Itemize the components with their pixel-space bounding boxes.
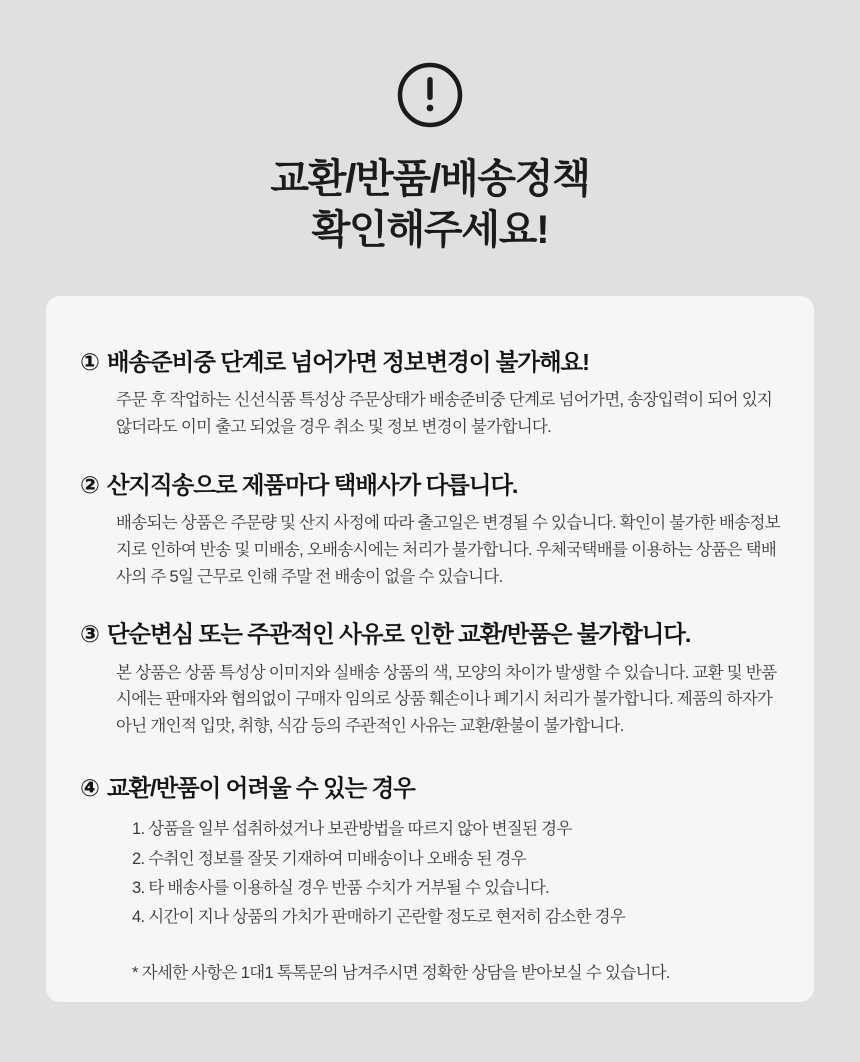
policy-section-1-number: ① [80,349,99,375]
policy-section-2-number: ② [80,471,99,498]
list-item: 4. 시간이 지나 상품의 가치가 판매하기 곤란할 정도로 현저히 감소한 경우 [132,908,626,927]
policy-section-2-body-text: 배송되는 상품은 주문량 및 산지 사정에 따라 출고일은 변경될 수 있습니다. 확인이 불가한 배송정보지로 인하여 반송 및 미배송, 오배송시에는 처리가 불가합니다. 우체국택배를 이용하는 상품은 택배사의 주 5일 근무로 인해 주말 전 배송이 없을 수 있습니다. [116,514,780,586]
policy-section-1 [80,348,780,441]
list-item: 3. 타 배송사를 이용하실 경우 반품 수치가 거부될 수 있습니다. [132,878,549,897]
policy-section-3-heading [80,620,780,649]
policy-card [46,296,814,1002]
policy-section-4-heading [80,774,780,803]
policy-section-2-heading [80,471,780,500]
policy-section-3-number: ③ [80,621,99,648]
list-item: 1. 상품을 일부 섭취하셨거나 보관방법을 따르지 않아 변질된 경우 [132,820,572,839]
page-title [0,154,860,256]
exclamation-circle-icon [397,62,463,128]
policy-section-4-number: ④ [80,774,99,801]
policy-section-4 [80,774,780,983]
policy-section-2-body [116,510,780,590]
policy-section-4-heading-text: 교환/반품이 어려울 수 있는 경우 [106,774,415,801]
policy-section-2 [80,471,780,591]
policy-section-1-body-text: 주문 후 작업하는 신선식품 특성상 주문상태가 배송준비중 단계로 넘어가면, 송장입력이 되어 있지 않더라도 이미 출고 되었을 경우 취소 및 정보 변경이 불가합니다. [116,391,773,437]
policy-footnote: * 자세한 사항은 1대1 톡톡문의 남겨주시면 정확한 상담을 받아보실 수 있습니다. [132,963,670,982]
policy-section-1-heading-text: 배송준비중 단계로 넘어가면 정보변경이 불가해요! [106,349,589,375]
policy-section-3-body-text: 본 상품은 상품 특성상 이미지와 실배송 상품의 색, 모양의 차이가 발생할 수 있습니다. 교환 및 반품시에는 판매자와 협의없이 구매자 임의로 상품 훼손이나 폐기시 처리가 불가합니다. 제품의 하자가 아닌 개인적 입맛, 취향, 식감 등의 주관적인 사유는 교환/환불이 불가합니다. [116,663,777,736]
page-title-line-1: 교환/반품/배송정책 [270,157,590,201]
page-title-line-2: 확인해주세요! [311,208,549,253]
list-item: 2. 수취인 정보를 잘못 기재하여 미배송이나 오배송 된 경우 [132,849,526,868]
policy-section-3 [80,620,780,740]
policy-section-3-heading-text: 단순변심 또는 주관적인 사유로 인한 교환/반품은 불가합니다. [106,621,691,648]
policy-section-3-body [116,660,780,740]
policy-section-1-heading [80,348,780,377]
policy-section-2-heading-text: 산지직송으로 제품마다 택배사가 다릅니다. [106,471,518,498]
policy-section-4-list [132,815,780,932]
policy-section-1-body [116,387,780,440]
page-header [0,0,860,256]
